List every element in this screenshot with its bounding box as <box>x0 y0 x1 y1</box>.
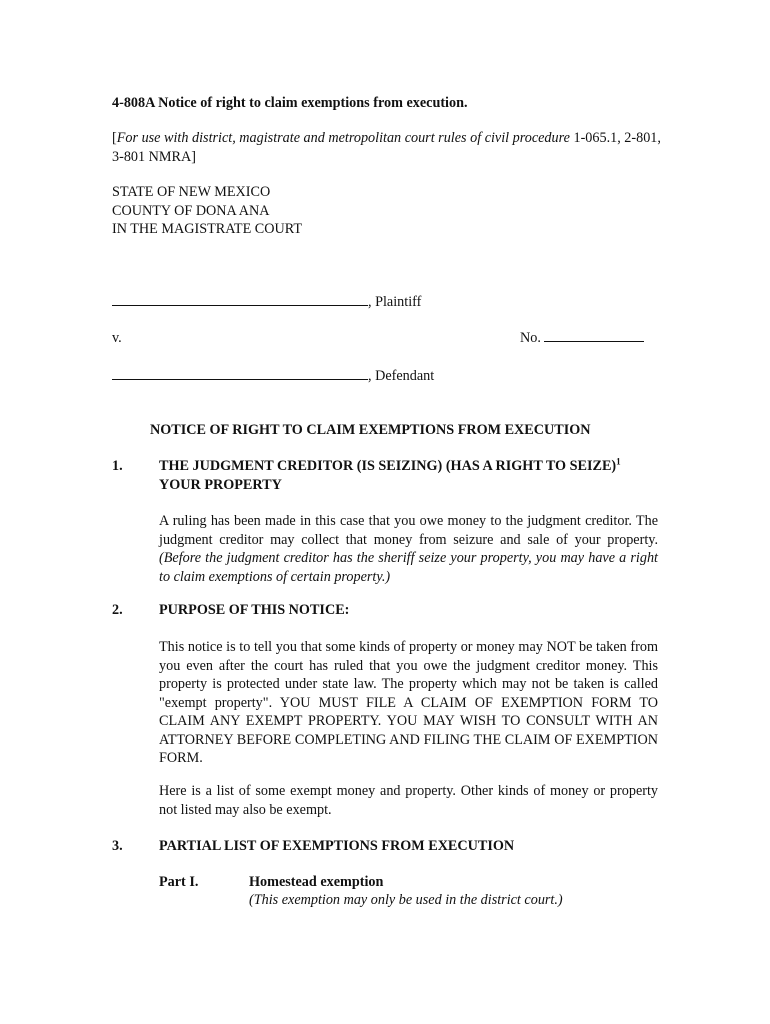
usage-note-open: [ <box>112 130 117 146</box>
section-2-heading: PURPOSE OF THIS NOTICE: <box>159 602 350 618</box>
case-no-blank[interactable] <box>544 329 644 342</box>
versus: v. <box>112 330 122 346</box>
part-1-note: (This exemption may only be used in the district court.) <box>249 892 563 908</box>
defendant-label: , Defendant <box>368 368 435 384</box>
part-1-title: Homestead exemption <box>249 874 384 890</box>
section-2-paragraph-2: Here is a list of some exempt money and property. Other kinds of money or property not listed may also be exempt. <box>159 783 658 818</box>
county-line: COUNTY OF DONA ANA <box>112 202 270 219</box>
court-header <box>112 183 302 239</box>
section-1-heading <box>159 457 659 494</box>
plaintiff-blank[interactable] <box>112 293 368 306</box>
section-1-heading-text: THE JUDGMENT CREDITOR (IS SEIZING) (HAS A RIGHT TO SEIZE) <box>159 458 617 474</box>
section-2-number: 2. <box>112 602 123 618</box>
case-no-label: No. <box>520 330 541 346</box>
defendant-line <box>112 367 434 386</box>
court-line: IN THE MAGISTRATE COURT <box>112 221 303 237</box>
section-1-body-plain: A ruling has been made in this case that you owe money to the judgment creditor. The judgment creditor may collect that money from seizure and sale of your property. <box>159 513 658 548</box>
plaintiff-label: , Plaintiff <box>368 294 422 310</box>
usage-note <box>112 129 662 166</box>
part-1-label: Part I. <box>159 874 199 890</box>
plaintiff-line <box>112 293 421 312</box>
case-number-line <box>520 329 644 348</box>
main-heading: NOTICE OF RIGHT TO CLAIM EXEMPTIONS FROM EXECUTION <box>150 422 591 438</box>
usage-note-italic: For use with district, magistrate and metropolitan court rules of civil procedure <box>116 130 574 146</box>
rule-title: 4-808A Notice of right to claim exemptions from execution. <box>112 95 468 111</box>
section-3-heading: PARTIAL LIST OF EXEMPTIONS FROM EXECUTION <box>159 838 515 854</box>
section-1-heading-line2: YOUR PROPERTY <box>159 476 282 493</box>
section-2-paragraph-1: This notice is to tell you that some kinds of property or money may NOT be taken from you even after the court has ruled that you owe the judgment creditor money. This property is protected under state law. The property which may not be taken is called "exempt property". YOU MUST FILE A CLAIM OF EXEMPTION FORM TO CLAIM ANY EXEMPT PROPERTY. YOU MAY WISH TO CONSULT WITH AN ATTORNEY BEFORE COMPLETING AND FILING THE CLAIM OF EXEMPTION FORM. <box>159 639 658 766</box>
defendant-blank[interactable] <box>112 367 368 380</box>
section-1-body-italic: (Before the judgment creditor has the sheriff seize your property, you may have a right to claim exemptions of certain property.) <box>159 550 658 585</box>
section-1-body <box>159 512 658 586</box>
section-1-number: 1. <box>112 458 123 474</box>
usage-note-plain: 1-065.1, 2-801, 3-801 NMRA] <box>112 130 661 165</box>
state-line: STATE OF NEW MEXICO <box>112 184 271 200</box>
section-3-number: 3. <box>112 838 123 854</box>
footnote-marker: 1 <box>616 456 621 467</box>
